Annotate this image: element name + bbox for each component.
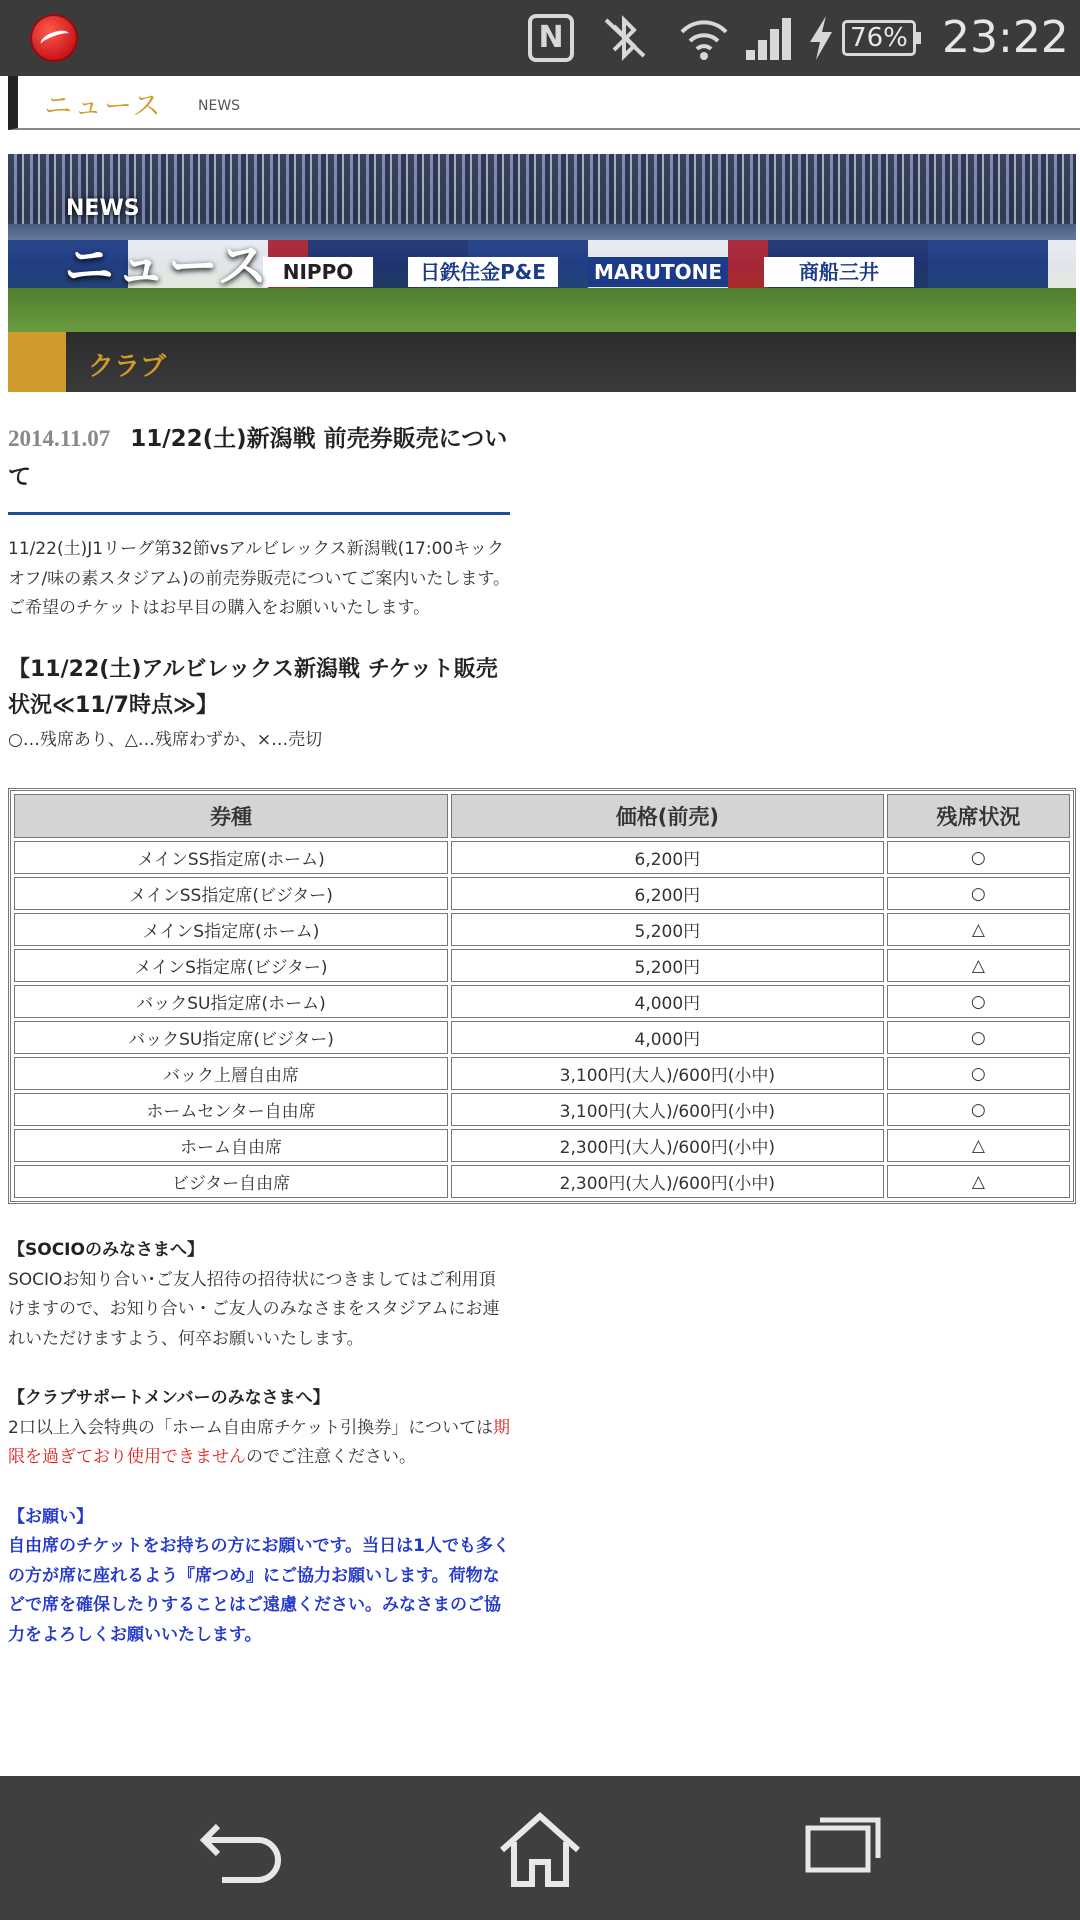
request-heading: 【お願い】 [8, 1506, 93, 1527]
ticket-type-cell: バック上層自由席 [14, 1057, 448, 1090]
ticket-type-cell: ビジター自由席 [14, 1165, 448, 1198]
table-row [14, 985, 1070, 1018]
table-row [14, 1057, 1070, 1090]
column-header: 残席状況 [887, 794, 1070, 838]
news-banner [8, 154, 1076, 332]
category-swatch [8, 332, 66, 392]
club-heading: 【クラブサポートメンバーのみなさまへ】 [8, 1388, 330, 1408]
banner-ad: 日鉄住金P&E [408, 257, 558, 287]
ticket-type-cell: メインS指定席(ビジター) [14, 949, 448, 982]
signal-icon [744, 14, 796, 62]
status-bar [0, 0, 1080, 76]
nfc-icon: N [528, 14, 574, 62]
section-title: ニュース [44, 89, 163, 122]
club-text-after: のでご注意ください。 [246, 1447, 416, 1467]
club-text [8, 1414, 510, 1473]
table-row [14, 913, 1070, 946]
ticket-type-cell: メインS指定席(ホーム) [14, 913, 448, 946]
table-row [14, 841, 1070, 874]
price-cell: 4,000円 [451, 1021, 884, 1054]
table-row [14, 877, 1070, 910]
ticket-type-cell: ホーム自由席 [14, 1129, 448, 1162]
category-label: クラブ [88, 352, 167, 382]
price-cell: 6,200円 [451, 841, 884, 874]
banner-ad: 商船三井 [764, 257, 914, 287]
article-title: 11/22(土)新潟戦 前売券販売について [8, 426, 508, 490]
availability-cell: △ [887, 949, 1070, 982]
price-cell: 4,000円 [451, 985, 884, 1018]
club-text-warning: 期限を過ぎており使用できません [8, 1417, 510, 1467]
table-row [14, 949, 1070, 982]
banner-ad: MARUTONE [588, 257, 728, 287]
availability-cell: △ [887, 1129, 1070, 1162]
ticket-type-cell: バックSU指定席(ホーム) [14, 985, 448, 1018]
table-row [14, 1165, 1070, 1198]
ticket-type-cell: ホームセンター自由席 [14, 1093, 448, 1126]
availability-cell: △ [887, 1165, 1070, 1198]
banner-ad: NIPPO [263, 257, 373, 287]
ticket-type-cell: メインSS指定席(ホーム) [14, 841, 448, 874]
availability-cell: ○ [887, 877, 1070, 910]
article-header [8, 420, 510, 515]
price-cell: 5,200円 [451, 913, 884, 946]
clock: 23:22 [942, 12, 1069, 63]
navigation-bar [0, 1776, 1080, 1920]
availability-cell: ○ [887, 985, 1070, 1018]
availability-cell: ○ [887, 841, 1070, 874]
wifi-icon [678, 14, 730, 62]
column-header: 券種 [14, 794, 448, 838]
socio-text: SOCIOお知り合い･ご友人招待の招待状につきましてはご利用頂けますので、お知り合い・ご友人のみなさまをスタジアムにお連れいただけますよう、何卒お願いいたします。 [8, 1269, 500, 1349]
banner-crowd [8, 154, 1076, 224]
price-cell: 2,300円(大人)/600円(小中) [451, 1129, 884, 1162]
request-text: 自由席のチケットをお持ちの方にお願いです。当日は1人でも多くの方が席に座れるよう『席つめ』にご協力お願いします。荷物などで席を確保したりすることはご遠慮ください。みなさまのご協力をよろしくお願いいたします。 [8, 1536, 510, 1645]
ticket-table [8, 788, 1076, 1204]
status-legend: ○…残席あり、△…残席わずか、×…売切 [8, 729, 323, 750]
category-bar [8, 332, 1076, 392]
bluetooth-off-icon [600, 14, 650, 62]
status-heading: 【11/22(土)アルビレックス新潟戦 チケット販売状況≪11/7時点≫】 [8, 656, 498, 718]
ticket-table-body [14, 841, 1070, 1198]
recents-icon[interactable] [790, 1812, 886, 1888]
table-header-row [14, 794, 1070, 838]
app-logo-icon [30, 14, 78, 62]
table-row [14, 1021, 1070, 1054]
table-row [14, 1129, 1070, 1162]
section-subtitle: NEWS [198, 98, 241, 114]
club-text-before: 2口以上入会特典の「ホーム自由席チケット引換券」については [8, 1417, 493, 1438]
ticket-type-cell: メインSS指定席(ビジター) [14, 877, 448, 910]
availability-cell: ○ [887, 1057, 1070, 1090]
table-row [14, 1093, 1070, 1126]
charging-icon [806, 14, 836, 62]
battery-icon [842, 20, 916, 56]
availability-cell: △ [887, 913, 1070, 946]
battery-percent: 76% [850, 23, 908, 53]
back-icon[interactable] [196, 1812, 292, 1888]
socio-heading: 【SOCIOのみなさまへ】 [8, 1240, 204, 1260]
home-icon[interactable] [492, 1812, 588, 1888]
section-header [8, 76, 1080, 130]
availability-cell: ○ [887, 1093, 1070, 1126]
price-cell: 3,100円(大人)/600円(小中) [451, 1093, 884, 1126]
column-header: 価格(前売) [451, 794, 884, 838]
banner-title-en: NEWS [66, 196, 140, 221]
ticket-type-cell: バックSU指定席(ビジター) [14, 1021, 448, 1054]
price-cell: 3,100円(大人)/600円(小中) [451, 1057, 884, 1090]
banner-title-jp: ニュース [64, 237, 270, 295]
price-cell: 6,200円 [451, 877, 884, 910]
article [8, 420, 510, 754]
price-cell: 5,200円 [451, 949, 884, 982]
availability-cell: ○ [887, 1021, 1070, 1054]
article-date: 2014.11.07 [8, 426, 111, 451]
article-intro: 11/22(土)J1リーグ第32節vsアルビレックス新潟戦(17:00キックオフ/味の素スタジアム)の前売券販売についてご案内いたします。 ご希望のチケットはお早目の購入をお願いいたします。 [8, 539, 510, 618]
notes [8, 1236, 510, 1650]
price-cell: 2,300円(大人)/600円(小中) [451, 1165, 884, 1198]
